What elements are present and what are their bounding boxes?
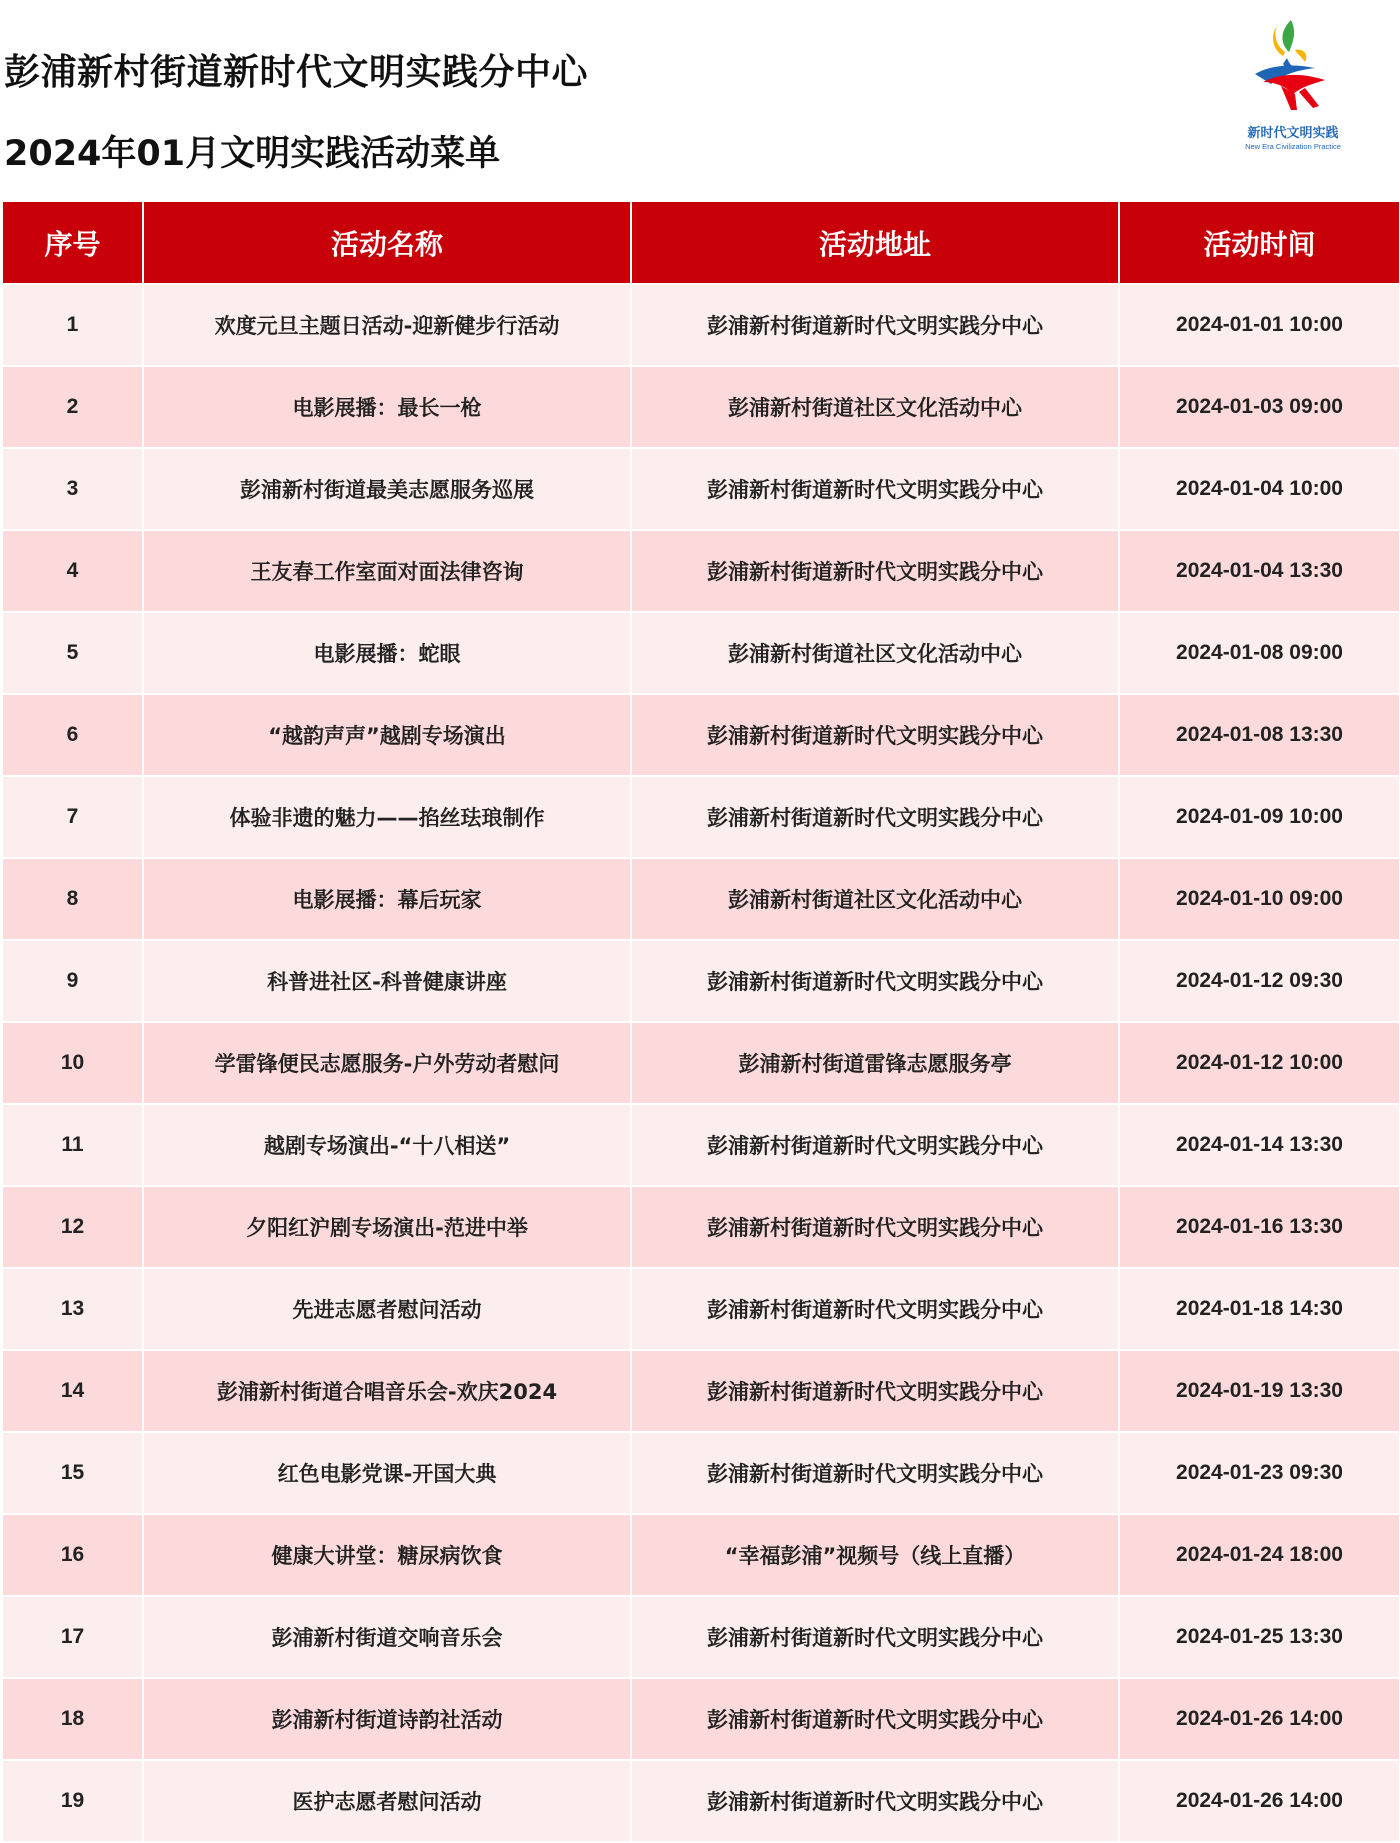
table-row: [2, 366, 1400, 448]
cell-no: 19: [2, 1760, 143, 1842]
cell-address: 彭浦新村街道新时代文明实践分中心: [631, 694, 1119, 776]
cell-no: 10: [2, 1022, 143, 1104]
activity-table: [1, 200, 1400, 1843]
cell-no: 17: [2, 1596, 143, 1678]
page-subtitle: 2024年01月文明实践活动菜单: [4, 134, 501, 174]
cell-no: 11: [2, 1104, 143, 1186]
cell-activity-name: 夕阳红沪剧专场演出-范进中举: [143, 1186, 631, 1268]
cell-address: 彭浦新村街道新时代文明实践分中心: [631, 1596, 1119, 1678]
table-row: [2, 530, 1400, 612]
cell-address: 彭浦新村街道新时代文明实践分中心: [631, 1104, 1119, 1186]
cell-no: 6: [2, 694, 143, 776]
table-row: [2, 858, 1400, 940]
cell-time: 2024-01-10 09:00: [1119, 858, 1400, 940]
cell-activity-name: 先进志愿者慰问活动: [143, 1268, 631, 1350]
cell-address: 彭浦新村街道新时代文明实践分中心: [631, 1432, 1119, 1514]
cell-activity-name: 越剧专场演出-“十八相送”: [143, 1104, 631, 1186]
cell-time: 2024-01-26 14:00: [1119, 1760, 1400, 1842]
cell-time: 2024-01-03 09:00: [1119, 366, 1400, 448]
table-row: [2, 284, 1400, 366]
cell-activity-name: 电影展播：蛇眼: [143, 612, 631, 694]
table-row: [2, 1432, 1400, 1514]
cell-address: 彭浦新村街道新时代文明实践分中心: [631, 1268, 1119, 1350]
table-row: [2, 1514, 1400, 1596]
table-row: [2, 448, 1400, 530]
cell-activity-name: 彭浦新村街道最美志愿服务巡展: [143, 448, 631, 530]
cell-address: 彭浦新村街道新时代文明实践分中心: [631, 448, 1119, 530]
cell-address: 彭浦新村街道新时代文明实践分中心: [631, 530, 1119, 612]
cell-address: 彭浦新村街道新时代文明实践分中心: [631, 1678, 1119, 1760]
cell-no: 5: [2, 612, 143, 694]
cell-address: 彭浦新村街道社区文化活动中心: [631, 612, 1119, 694]
cell-time: 2024-01-01 10:00: [1119, 284, 1400, 366]
cell-time: 2024-01-08 09:00: [1119, 612, 1400, 694]
table-body: [2, 284, 1400, 1842]
table-row: [2, 612, 1400, 694]
cell-address: 彭浦新村街道雷锋志愿服务亭: [631, 1022, 1119, 1104]
column-header-name: 活动名称: [143, 201, 631, 284]
page-header: [0, 0, 1400, 200]
page-title: 彭浦新村街道新时代文明实践分中心: [4, 52, 589, 93]
cell-time: 2024-01-12 09:30: [1119, 940, 1400, 1022]
cell-no: 2: [2, 366, 143, 448]
cell-no: 14: [2, 1350, 143, 1432]
cell-activity-name: 健康大讲堂：糖尿病饮食: [143, 1514, 631, 1596]
cell-no: 1: [2, 284, 143, 366]
cell-activity-name: “越韵声声”越剧专场演出: [143, 694, 631, 776]
logo-text-cn: 新时代文明实践: [1247, 126, 1339, 141]
table-row: [2, 1104, 1400, 1186]
cell-time: 2024-01-04 13:30: [1119, 530, 1400, 612]
cell-activity-name: 科普进社区-科普健康讲座: [143, 940, 631, 1022]
cell-activity-name: 欢度元旦主题日活动-迎新健步行活动: [143, 284, 631, 366]
table-row: [2, 1350, 1400, 1432]
cell-activity-name: 电影展播：最长一枪: [143, 366, 631, 448]
cell-time: 2024-01-18 14:30: [1119, 1268, 1400, 1350]
cell-address: 彭浦新村街道新时代文明实践分中心: [631, 1760, 1119, 1842]
cell-address: “幸福彭浦”视频号（线上直播）: [631, 1514, 1119, 1596]
civilization-practice-logo-icon: [1233, 12, 1353, 124]
cell-time: 2024-01-19 13:30: [1119, 1350, 1400, 1432]
cell-time: 2024-01-16 13:30: [1119, 1186, 1400, 1268]
cell-no: 8: [2, 858, 143, 940]
cell-no: 4: [2, 530, 143, 612]
cell-no: 13: [2, 1268, 143, 1350]
cell-no: 18: [2, 1678, 143, 1760]
cell-address: 彭浦新村街道社区文化活动中心: [631, 858, 1119, 940]
logo: [1198, 12, 1388, 172]
cell-activity-name: 王友春工作室面对面法律咨询: [143, 530, 631, 612]
cell-activity-name: 体验非遗的魅力——掐丝珐琅制作: [143, 776, 631, 858]
cell-no: 3: [2, 448, 143, 530]
cell-address: 彭浦新村街道社区文化活动中心: [631, 366, 1119, 448]
cell-no: 15: [2, 1432, 143, 1514]
cell-activity-name: 电影展播：幕后玩家: [143, 858, 631, 940]
cell-activity-name: 红色电影党课-开国大典: [143, 1432, 631, 1514]
cell-activity-name: 彭浦新村街道合唱音乐会-欢庆2024: [143, 1350, 631, 1432]
cell-time: 2024-01-08 13:30: [1119, 694, 1400, 776]
table-row: [2, 1596, 1400, 1678]
column-header-address: 活动地址: [631, 201, 1119, 284]
column-header-no: 序号: [2, 201, 143, 284]
cell-no: 12: [2, 1186, 143, 1268]
table-row: [2, 1678, 1400, 1760]
cell-time: 2024-01-09 10:00: [1119, 776, 1400, 858]
cell-address: 彭浦新村街道新时代文明实践分中心: [631, 1350, 1119, 1432]
table-row: [2, 1186, 1400, 1268]
cell-activity-name: 彭浦新村街道诗韵社活动: [143, 1678, 631, 1760]
table-row: [2, 776, 1400, 858]
cell-address: 彭浦新村街道新时代文明实践分中心: [631, 284, 1119, 366]
cell-time: 2024-01-25 13:30: [1119, 1596, 1400, 1678]
cell-time: 2024-01-04 10:00: [1119, 448, 1400, 530]
table-row: [2, 694, 1400, 776]
cell-time: 2024-01-12 10:00: [1119, 1022, 1400, 1104]
column-header-time: 活动时间: [1119, 201, 1400, 284]
cell-address: 彭浦新村街道新时代文明实践分中心: [631, 940, 1119, 1022]
table-header: [2, 201, 1400, 284]
cell-time: 2024-01-14 13:30: [1119, 1104, 1400, 1186]
cell-no: 7: [2, 776, 143, 858]
cell-time: 2024-01-23 09:30: [1119, 1432, 1400, 1514]
cell-time: 2024-01-24 18:00: [1119, 1514, 1400, 1596]
table-row: [2, 1022, 1400, 1104]
logo-text-en: New Era Civilization Practice: [1245, 142, 1341, 151]
table-row: [2, 940, 1400, 1022]
cell-no: 16: [2, 1514, 143, 1596]
cell-no: 9: [2, 940, 143, 1022]
table-row: [2, 1760, 1400, 1842]
table-header-row: [2, 201, 1400, 284]
cell-activity-name: 医护志愿者慰问活动: [143, 1760, 631, 1842]
cell-time: 2024-01-26 14:00: [1119, 1678, 1400, 1760]
cell-activity-name: 学雷锋便民志愿服务-户外劳动者慰问: [143, 1022, 631, 1104]
cell-activity-name: 彭浦新村街道交响音乐会: [143, 1596, 631, 1678]
cell-address: 彭浦新村街道新时代文明实践分中心: [631, 776, 1119, 858]
cell-address: 彭浦新村街道新时代文明实践分中心: [631, 1186, 1119, 1268]
table-row: [2, 1268, 1400, 1350]
